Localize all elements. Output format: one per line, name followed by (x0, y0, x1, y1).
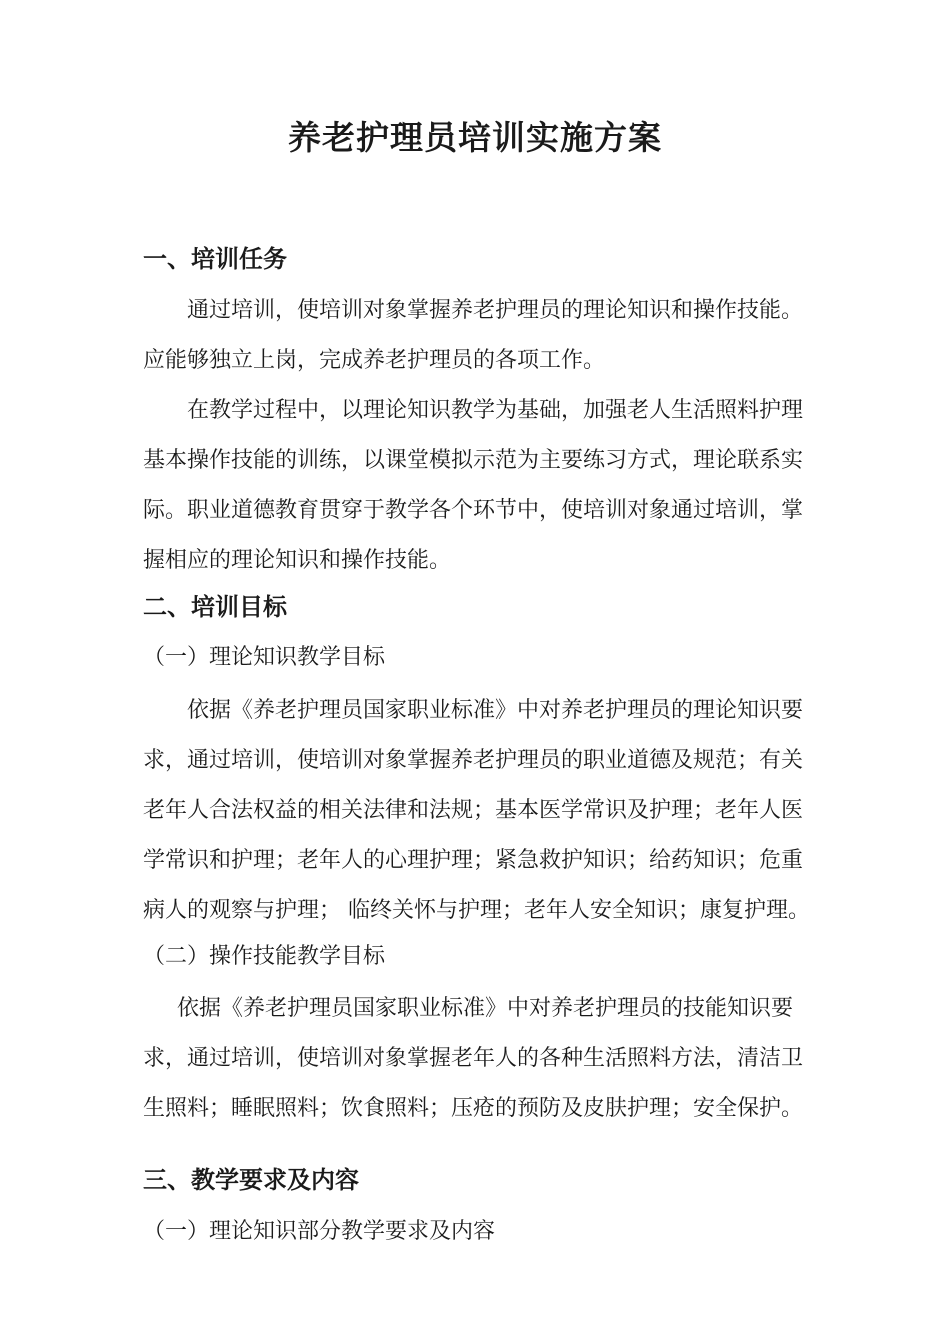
paragraph-line: 求，通过培训，使培训对象掌握老年人的各种生活照料方法，清洁卫 (143, 1046, 804, 1071)
paragraph-line: 通过培训，使培训对象掌握养老护理员的理论知识和操作技能。 (187, 298, 804, 323)
paragraph-training-task-2 (143, 386, 809, 586)
paragraph-skill-goals (143, 984, 809, 1134)
paragraph-line: 学常识和护理；老年人的心理护理；紧急救护知识；给药知识；危重 (143, 848, 804, 873)
paragraph-line: 基本操作技能的训练，以课堂模拟示范为主要练习方式，理论联系实 (143, 448, 804, 473)
paragraph-line: 际。职业道德教育贯穿于教学各个环节中，使培训对象通过培训，掌 (143, 498, 804, 523)
paragraph-training-task-1 (143, 286, 809, 386)
subheading-theory-requirements: （一）理论知识部分教学要求及内容 (143, 1219, 496, 1244)
paragraph-line: 老年人合法权益的相关法律和法规；基本医学常识及护理；老年人医 (143, 798, 804, 823)
section-heading-training-goals: 二、培训目标 (143, 593, 287, 621)
paragraph-line: 依据《养老护理员国家职业标准》中对养老护理员的技能知识要 (177, 996, 794, 1021)
paragraph-line: 依据《养老护理员国家职业标准》中对养老护理员的理论知识要 (187, 698, 804, 723)
paragraph-line: 握相应的理论知识和操作技能。 (143, 548, 452, 573)
paragraph-line: 在教学过程中，以理论知识教学为基础，加强老人生活照料护理 (187, 398, 804, 423)
subheading-skill-goals: （二）操作技能教学目标 (143, 944, 386, 969)
document-title: 养老护理员培训实施方案 (288, 118, 662, 157)
paragraph-theory-goals (143, 686, 809, 936)
section-heading-teaching-requirements: 三、教学要求及内容 (143, 1166, 359, 1194)
paragraph-line: 求，通过培训，使培训对象掌握养老护理员的职业道德及规范；有关 (143, 748, 804, 773)
paragraph-line: 应能够独立上岗，完成养老护理员的各项工作。 (143, 348, 606, 373)
subheading-theory-goals: （一）理论知识教学目标 (143, 645, 386, 670)
paragraph-line: 生照料；睡眠照料；饮食照料；压疮的预防及皮肤护理；安全保护。 (143, 1096, 804, 1121)
section-heading-training-task: 一、培训任务 (143, 245, 287, 273)
paragraph-line: 病人的观察与护理； 临终关怀与护理；老年人安全知识；康复护理。 (143, 898, 810, 923)
